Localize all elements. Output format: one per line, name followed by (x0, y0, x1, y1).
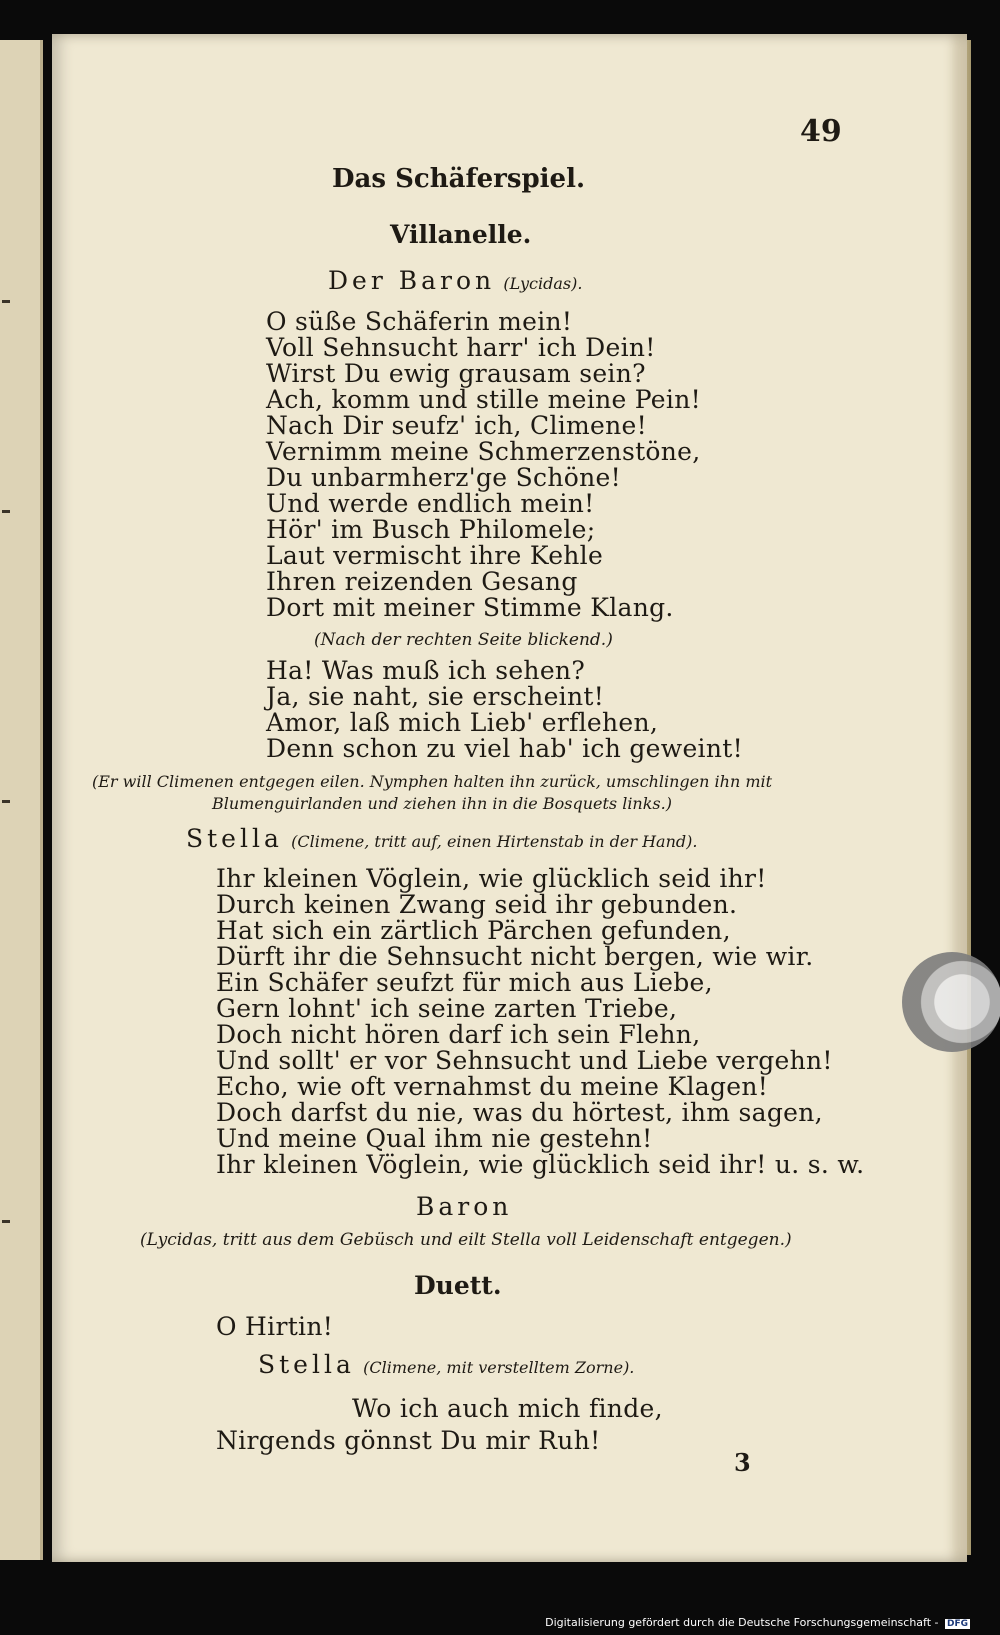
verse-line: Dort mit meiner Stimme Klang. (266, 593, 674, 622)
verse-line: Ein Schäfer seufzt für mich aus Liebe, (216, 968, 713, 997)
thumb-overlay (902, 952, 1000, 1052)
verse-line: Ihr kleinen Vöglein, wie glücklich seid ihr! u. s. w. (216, 1150, 865, 1179)
margin-mark (2, 300, 10, 303)
left-facing-page (0, 40, 43, 1560)
verse-line: Laut vermischt ihre Kehle (266, 541, 604, 570)
stage-direction: (Nach der rechten Seite blickend.) (314, 630, 613, 650)
verse-line: Nirgends gönnst Du mir Ruh! (216, 1426, 601, 1455)
verse-line: Amor, laß mich Lieb' erflehen, (266, 708, 659, 737)
section-title: Duett. (414, 1271, 502, 1300)
verse-line: Gern lohnt' ich seine zarten Triebe, (216, 994, 678, 1023)
verse-line: O Hirtin! (216, 1312, 334, 1341)
verse-line: Nach Dir seufz' ich, Climene! (266, 411, 647, 440)
digitization-footer (545, 1616, 970, 1629)
page-number: 49 (800, 114, 842, 149)
verse-line: Hat sich ein zärtlich Pärchen gefunden, (216, 916, 731, 945)
verse-line: Ihr kleinen Vöglein, wie glücklich seid ihr! (216, 864, 767, 893)
verse-line: Du unbarmherz'ge Schöne! (266, 463, 621, 492)
margin-mark (2, 510, 10, 513)
speaker-role: (Climene, mit verstelltem Zorne). (363, 1358, 635, 1377)
verse-line: Wirst Du ewig grausam sein? (266, 359, 646, 388)
margin-mark (2, 800, 10, 803)
verse-line: Vernimm meine Schmerzenstöne, (266, 437, 701, 466)
stage-direction: Blumenguirlanden und ziehen ihn in die Bosquets links.) (212, 794, 672, 813)
speaker-line (258, 1350, 634, 1379)
verse-line: Wo ich auch mich finde, (352, 1394, 663, 1423)
verse-line: Und werde endlich mein! (266, 489, 595, 518)
margin-mark (2, 1220, 10, 1223)
speaker-role: (Climene, tritt auf, einen Hirtenstab in der Hand). (291, 832, 698, 851)
verse-line: Ach, komm und stille meine Pein! (266, 385, 701, 414)
stage-direction: (Lycidas, tritt aus dem Gebüsch und eilt Stella voll Leidenschaft entgegen.) (140, 1230, 792, 1250)
verse-line: Ihren reizenden Gesang (266, 567, 578, 596)
signature-mark: 3 (734, 1448, 751, 1477)
verse-line: Doch nicht hören darf ich sein Flehn, (216, 1020, 701, 1049)
verse-line: Dürft ihr die Sehnsucht nicht bergen, wie wir. (216, 942, 814, 971)
page-title: Das Schäferspiel. (332, 164, 586, 194)
speaker-line (328, 266, 582, 295)
speaker-name: Der Baron (328, 266, 496, 295)
dfg-logo: DFG (946, 1619, 968, 1629)
verse-line: Ha! Was muß ich sehen? (266, 656, 586, 685)
verse-line: Und meine Qual ihm nie gestehn! (216, 1124, 653, 1153)
speaker-line (186, 824, 697, 853)
verse-line: Echo, wie oft vernahmst du meine Klagen! (216, 1072, 769, 1101)
verse-line: Durch keinen Zwang seid ihr gebunden. (216, 890, 738, 919)
section-title: Villanelle. (390, 220, 532, 249)
verse-line: Voll Sehnsucht harr' ich Dein! (266, 333, 656, 362)
speaker-role: (Lycidas). (503, 274, 583, 293)
speaker-name: Stella (186, 824, 283, 853)
book-page (52, 34, 967, 1562)
verse-line: Doch darfst du nie, was du hörtest, ihm sagen, (216, 1098, 823, 1127)
speaker-name: Stella (258, 1350, 355, 1379)
verse-line: O süße Schäferin mein! (266, 307, 573, 336)
verse-line: Und sollt' er vor Sehnsucht und Liebe vergehn! (216, 1046, 833, 1075)
verse-line: Denn schon zu viel hab' ich geweint! (266, 734, 743, 763)
speaker-name: Baron (416, 1192, 513, 1221)
stage-direction: (Er will Climenen entgegen eilen. Nymphen halten ihn zurück, umschlingen ihn mit (92, 772, 773, 791)
verse-line: Ja, sie naht, sie erscheint! (266, 682, 605, 711)
footer-text: Digitalisierung gefördert durch die Deutsche Forschungsgemeinschaft - (545, 1616, 939, 1629)
verse-line: Hör' im Busch Philomele; (266, 515, 596, 544)
